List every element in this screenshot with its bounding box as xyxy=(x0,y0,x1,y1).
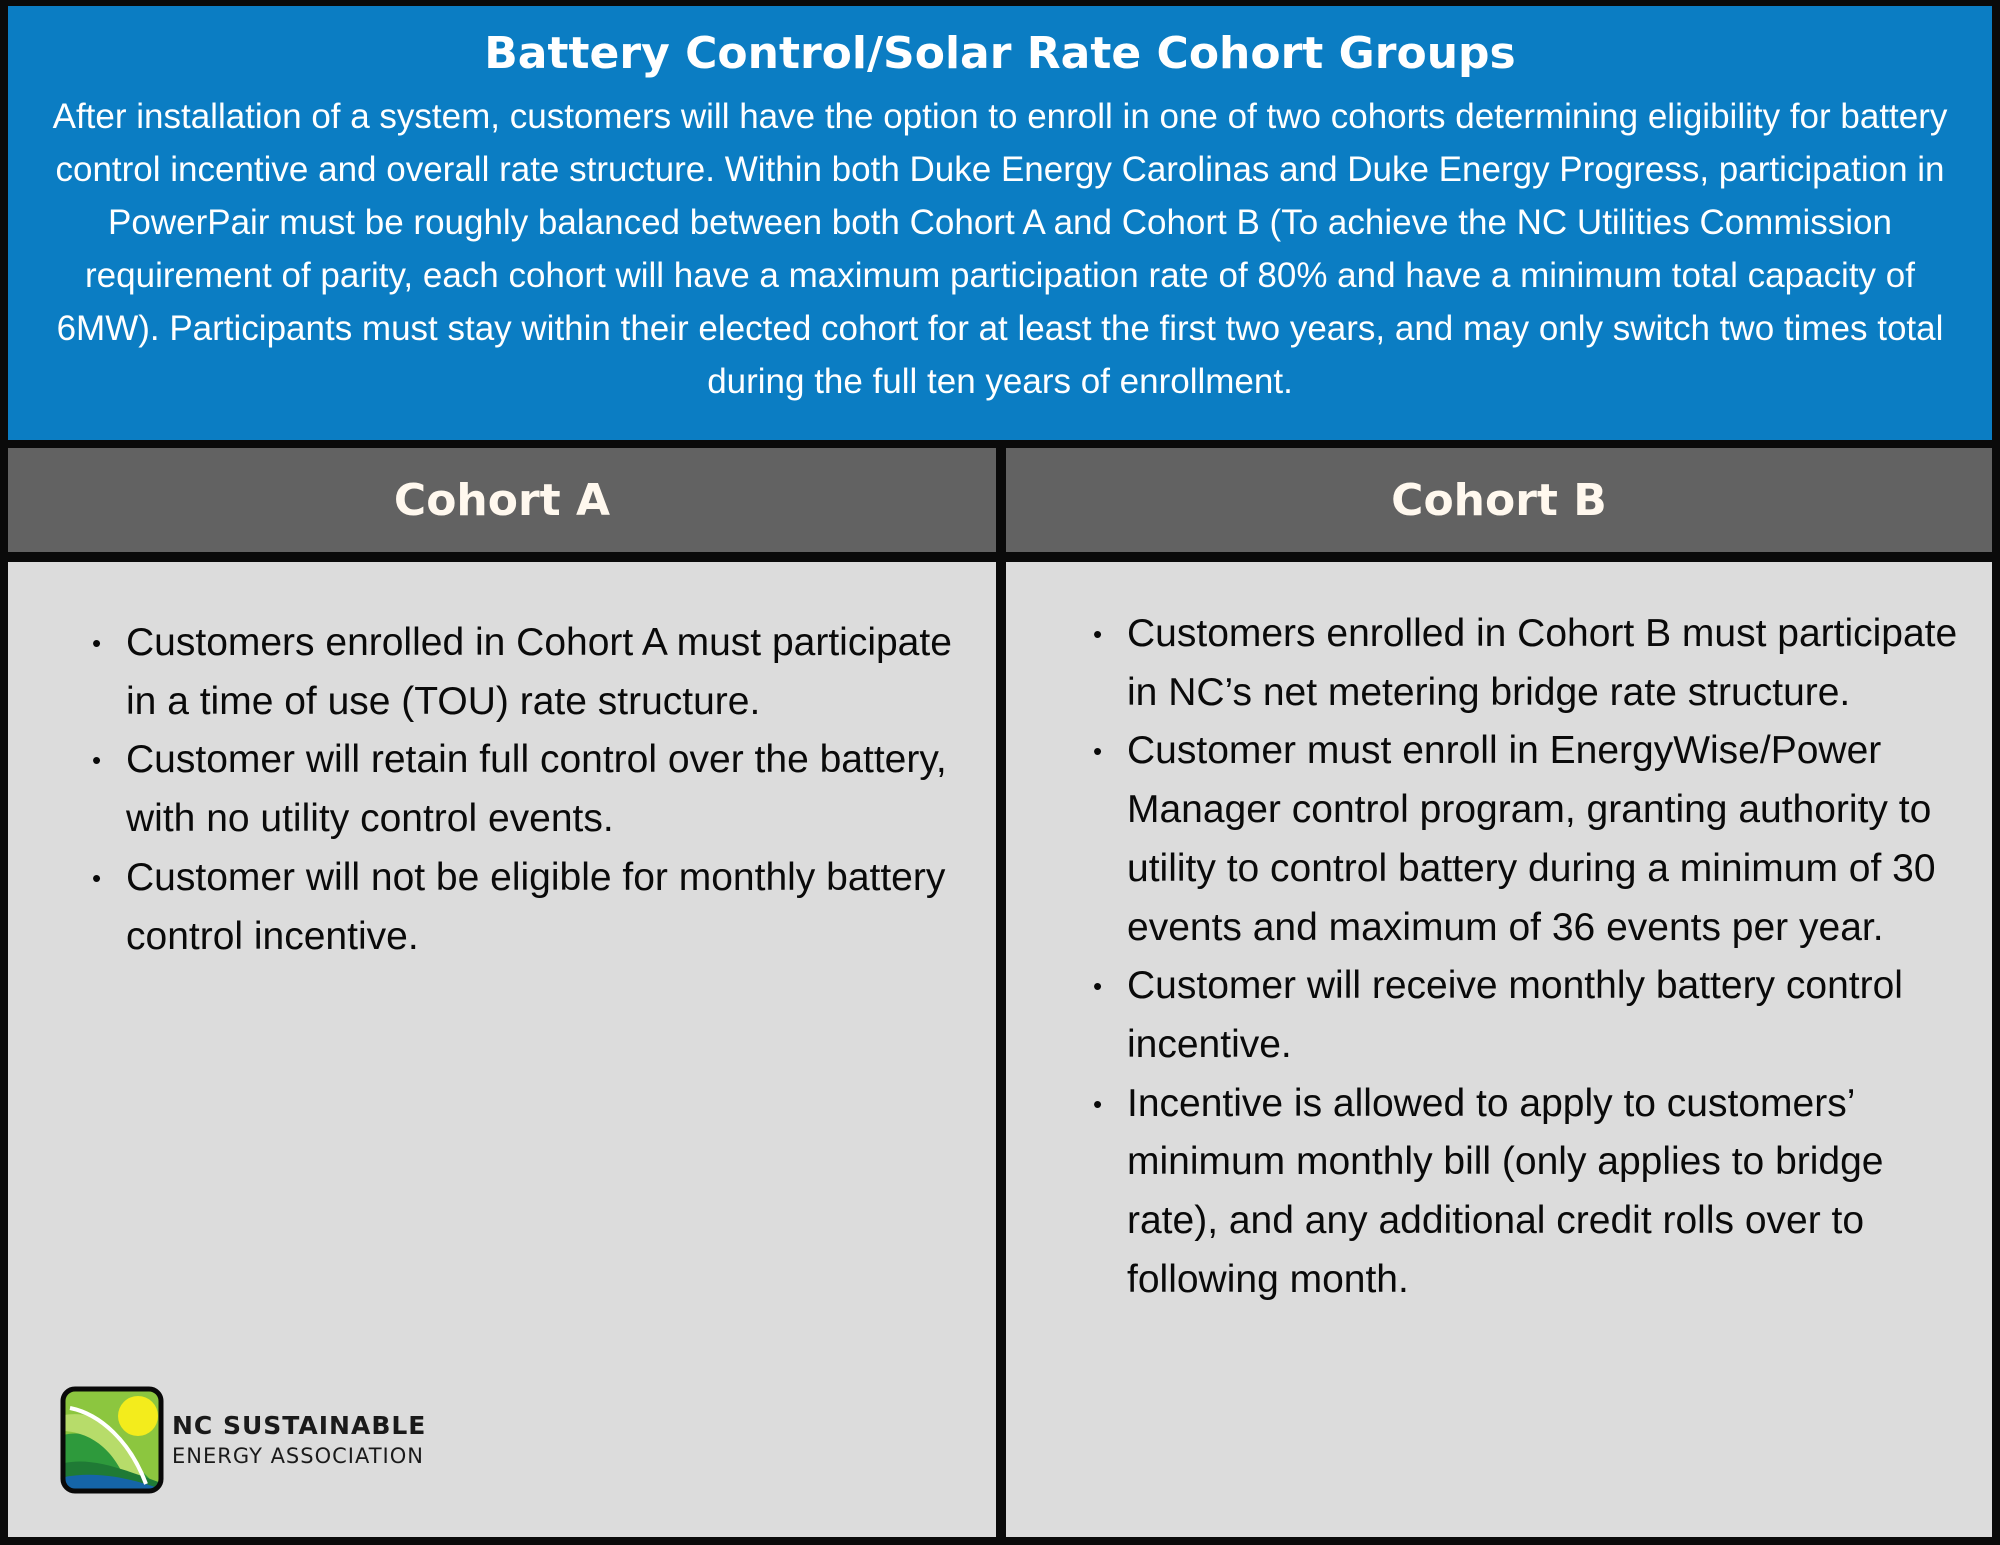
list-item: • Customer will retain full control over the battery, with no utility control events. xyxy=(126,731,956,848)
list-item: • Customer will receive monthly battery control incentive. xyxy=(1127,957,1962,1074)
cohort-b-header: Cohort B xyxy=(1006,448,1992,552)
logo-wordmark xyxy=(172,1410,426,1470)
cohort-a-list xyxy=(8,614,956,966)
list-item: • Customer must enroll in EnergyWise/Power Manager control program, granting authority to utility to control battery during a minimum of 30 events and maximum of 36 events per year. xyxy=(1127,722,1962,957)
logo-line-2: ENERGY ASSOCIATION xyxy=(172,1444,424,1468)
list-item: • Customers enrolled in Cohort B must participate in NC’s net metering bridge rate structure. xyxy=(1127,605,1962,722)
list-item: • Customers enrolled in Cohort A must participate in a time of use (TOU) rate structure. xyxy=(126,614,956,731)
intro-paragraph: After installation of a system, customers will have the option to enroll in one of two cohorts determining eligibility for battery control incentive and overall rate structure. Within both Duke Energy Carolinas and Duke Energy Progress, participation in PowerPair must be roughly balanced between both Cohort A and Cohort B (To achieve the NC Utilities Commission requirement of parity, each cohort will have a maximum participation rate of 80% and have a minimum total capacity of 6MW). Participants must stay within their elected cohort for at least the first two years, and may only switch two times total during the full ten years of enrollment. xyxy=(52,97,1948,401)
cohort-a-header: Cohort A xyxy=(8,448,996,552)
ncsea-sun-logo-icon xyxy=(60,1386,164,1494)
header-banner xyxy=(8,6,1992,440)
cohort-b-list xyxy=(1006,605,1962,1309)
logo-line-1: NC SUSTAINABLE xyxy=(172,1411,427,1440)
cohort-b-panel xyxy=(1006,562,1992,1537)
page-title: Battery Control/Solar Rate Cohort Groups xyxy=(484,28,1516,79)
ncsea-logo xyxy=(60,1385,460,1495)
list-item: • Customer will not be eligible for monthly battery control incentive. xyxy=(126,849,956,966)
list-item: • Incentive is allowed to apply to customers’ minimum monthly bill (only applies to bridge rate), and any additional credit rolls over to following month. xyxy=(1127,1075,1962,1310)
